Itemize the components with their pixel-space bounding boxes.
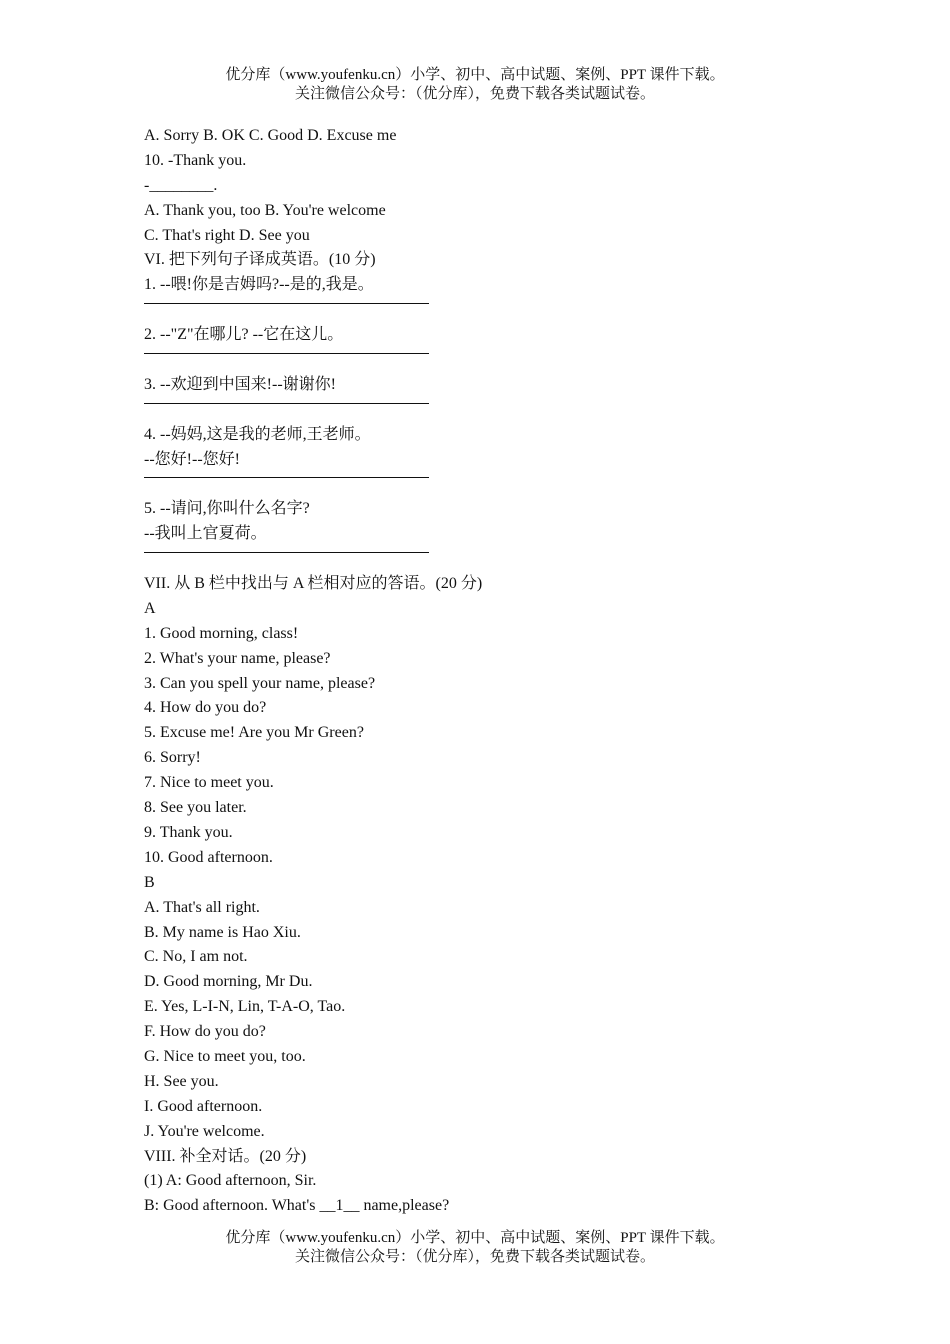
list-item: C. No, I am not. <box>144 948 248 966</box>
list-item: 8. See you later. <box>144 799 247 817</box>
list-item: 6. Sorry! <box>144 749 201 767</box>
section6-title: VI. 把下列句子译成英语。(10 分) <box>144 251 376 269</box>
page-header <box>0 66 950 104</box>
page-footer <box>0 1229 950 1267</box>
list-item: D. Good morning, Mr Du. <box>144 973 313 991</box>
s8-dialog-line-2: B: Good afternoon. What's __1__ name,please? <box>144 1197 450 1215</box>
list-item: B. My name is Hao Xiu. <box>144 923 301 941</box>
s8-dialog-line-1: (1) A: Good afternoon, Sir. <box>144 1172 317 1190</box>
header-line-2: 关注微信公众号：（优分库），免费下载各类试题试卷。 <box>294 86 655 102</box>
answer-line <box>144 348 844 373</box>
list-item: 3. Can you spell your name, please? <box>144 674 376 692</box>
s6-q5b: --我叫上官夏荷。 <box>144 525 267 543</box>
answer-line <box>144 298 844 323</box>
section7-title: VII. 从 B 栏中找出与 A 栏相对应的答语。(20 分) <box>144 575 483 593</box>
answer-line <box>144 472 844 497</box>
q10-options-2: C. That's right D. See you <box>144 226 310 244</box>
column-b-label: B <box>144 873 155 891</box>
q10-prompt: 10. -Thank you. <box>144 151 247 169</box>
s6-q4a: 4. --妈妈,这是我的老师,王老师。 <box>144 425 371 443</box>
list-item: 2. What's your name, please? <box>144 649 331 667</box>
s6-q5a: 5. --请问,你叫什么名字? <box>144 500 310 518</box>
answer-line <box>144 547 844 572</box>
list-item: H. See you. <box>144 1072 219 1090</box>
list-item: 5. Excuse me! Are you Mr Green? <box>144 724 364 742</box>
list-item: 1. Good morning, class! <box>144 624 299 642</box>
list-item: G. Nice to meet you, too. <box>144 1047 306 1065</box>
q10-options-1: A. Thank you, too B. You're welcome <box>144 201 386 219</box>
header-line-1: 优分库（www.youfenku.cn）小学、初中、高中试题、案例、PPT 课件下载。 <box>225 67 725 83</box>
list-item: E. Yes, L-I-N, Lin, T-A-O, Tao. <box>144 998 346 1016</box>
s6-q4b: --您好!--您好! <box>144 450 240 468</box>
q10-blank: -________. <box>144 176 218 194</box>
s6-q3: 3. --欢迎到中国来!--谢谢你! <box>144 375 336 393</box>
s6-q1: 1. --喂!你是吉姆吗?--是的,我是。 <box>144 276 374 294</box>
list-item: 7. Nice to meet you. <box>144 774 274 792</box>
footer-line-1: 优分库（www.youfenku.cn）小学、初中、高中试题、案例、PPT 课件下载。 <box>225 1230 725 1246</box>
list-item: 4. How do you do? <box>144 699 267 717</box>
column-b-list <box>144 896 844 1145</box>
list-item: J. You're welcome. <box>144 1122 265 1140</box>
answer-line <box>144 398 844 423</box>
footer-line-2: 关注微信公众号：（优分库），免费下载各类试题试卷。 <box>294 1249 655 1265</box>
q9-options: A. Sorry B. OK C. Good D. Excuse me <box>144 127 397 144</box>
list-item: 10. Good afternoon. <box>144 848 273 866</box>
column-a-label: A <box>144 599 156 617</box>
document-body <box>144 124 844 1219</box>
section8-title: VIII. 补全对话。(20 分) <box>144 1147 307 1165</box>
list-item: A. That's all right. <box>144 898 260 916</box>
list-item: F. How do you do? <box>144 1023 266 1041</box>
list-item: 9. Thank you. <box>144 823 233 841</box>
s6-q2: 2. --"Z"在哪儿? --它在这儿。 <box>144 326 344 344</box>
column-a-list <box>144 622 844 871</box>
list-item: I. Good afternoon. <box>144 1097 263 1115</box>
